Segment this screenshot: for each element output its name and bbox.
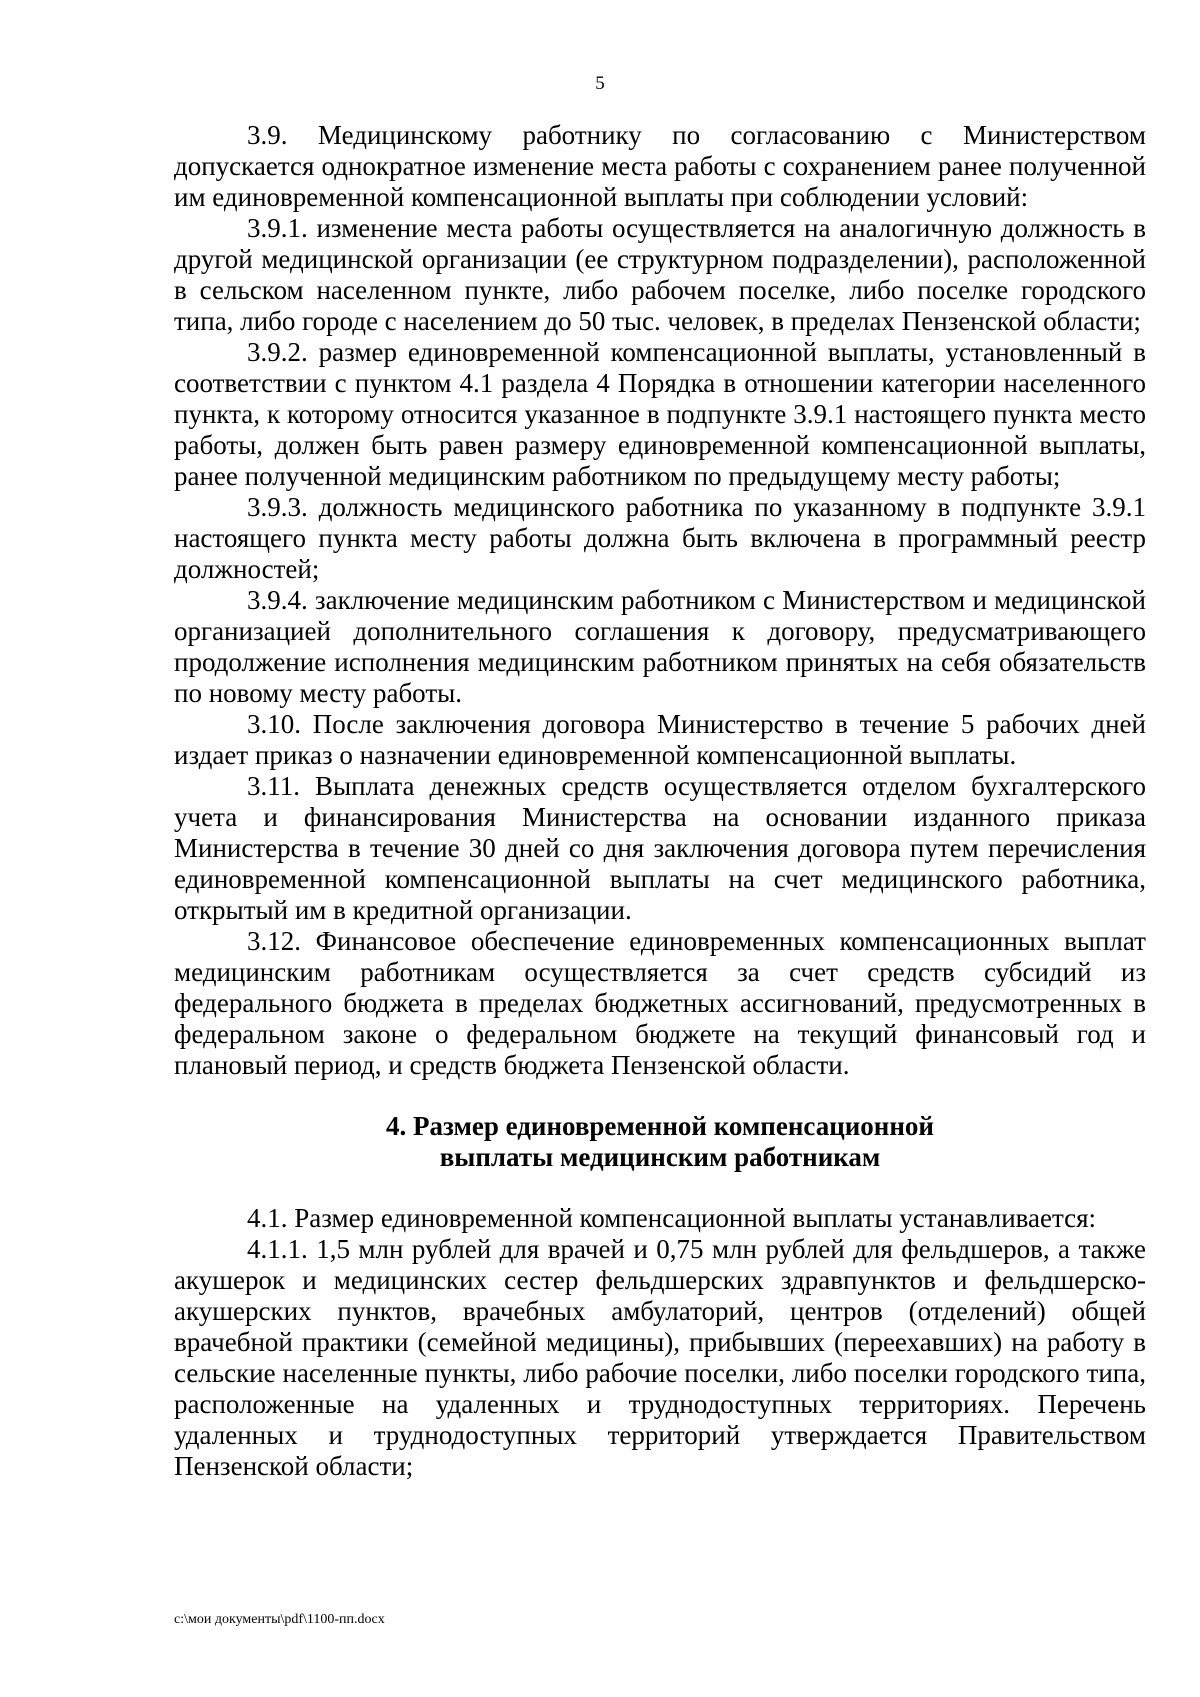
paragraph-3-9-1: 3.9.1. изменение места работы осуществляется на аналогичную должность в другой медицинской организации (ее структурном подразделении), расположенной в сельском населенном пункте, либо рабочем поселке, либо поселке городского типа, либо городе с населением до 50 тыс. человек, в пределах Пензенской области; (174, 213, 1146, 336)
paragraph-3-9-3: 3.9.3. должность медицинского работника по указанному в подпункте 3.9.1 настоящего пункта месту работы должна быть включена в программный реестр должностей; (174, 492, 1146, 584)
paragraph-4-1: 4.1. Размер единовременной компенсационной выплаты устанавливается: (247, 1203, 1097, 1233)
paragraph-3-11: 3.11. Выплата денежных средств осуществляется отделом бухгалтерского учета и финансирования Министерства на основании изданного приказа Министерства в течение 30 дней со дня заключения договора путем перечисления единовременной компенсационной выплаты на счет медицинского работника, открытый им в кредитной организации. (174, 771, 1146, 925)
paragraph-3-9-4: 3.9.4. заключение медицинским работником с Министерством и медицинской организацией дополнительного соглашения к договору, предусматривающего продолжение исполнения медицинским работником принятых на себя обязательств по новому месту работы. (174, 585, 1146, 708)
paragraph-3-9-2: 3.9.2. размер единовременной компенсационной выплаты, установленный в соответствии с пунктом 4.1 раздела 4 Порядка в отношении категории населенного пункта, к которому относится указанное в подпункте 3.9.1 настоящего пункта место работы, должен быть равен размеру единовременной компенсационной выплаты, ранее полученной медицинским работником по предыдущему месту работы; (174, 337, 1146, 491)
paragraph-3-9: 3.9. Медицинскому работнику по согласованию с Министерством допускается однократное изменение места работы с сохранением ранее полученной им единовременной компенсационной выплаты при соблюдении условий: (174, 120, 1146, 212)
paragraph-3-12: 3.12. Финансовое обеспечение единовременных компенсационных выплат медицинским работникам осуществляется за счет средств субсидий из федерального бюджета в пределах бюджетных ассигнований, предусмотренных в федеральном законе о федеральном бюджете на текущий финансовый год и плановый период, и средств бюджета Пензенской области. (174, 926, 1146, 1080)
section-heading-line-1: 4. Размер единовременной компенсационной (386, 1111, 934, 1141)
footer-file-path: c:\мои документы\pdf\1100-пп.docx (174, 1612, 385, 1627)
page-number: 5 (595, 73, 605, 94)
paragraph-3-10: 3.10. После заключения договора Министерство в течение 5 рабочих дней издает приказ о назначении единовременной компенсационной выплаты. (174, 709, 1146, 770)
section-heading (174, 1111, 1146, 1173)
document-body (174, 120, 1146, 1482)
section-heading-line-2: выплаты медицинским работникам (439, 1142, 881, 1172)
paragraph-4-1-1: 4.1.1. 1,5 млн рублей для врачей и 0,75 млн рублей для фельдшеров, а также акушерок и медицинских сестер фельдшерских здравпунктов и фельдшерско-акушерских пунктов, врачебных амбулаторий, центров (отделений) общей врачебной практики (семейной медицины), прибывших (переехавших) на работу в сельские населенные пункты, либо рабочие поселки, либо поселки городского типа, расположенные на удаленных и труднодоступных территориях. Перечень удаленных и труднодоступных территорий утверждается Правительством Пензенской области; (174, 1234, 1146, 1481)
